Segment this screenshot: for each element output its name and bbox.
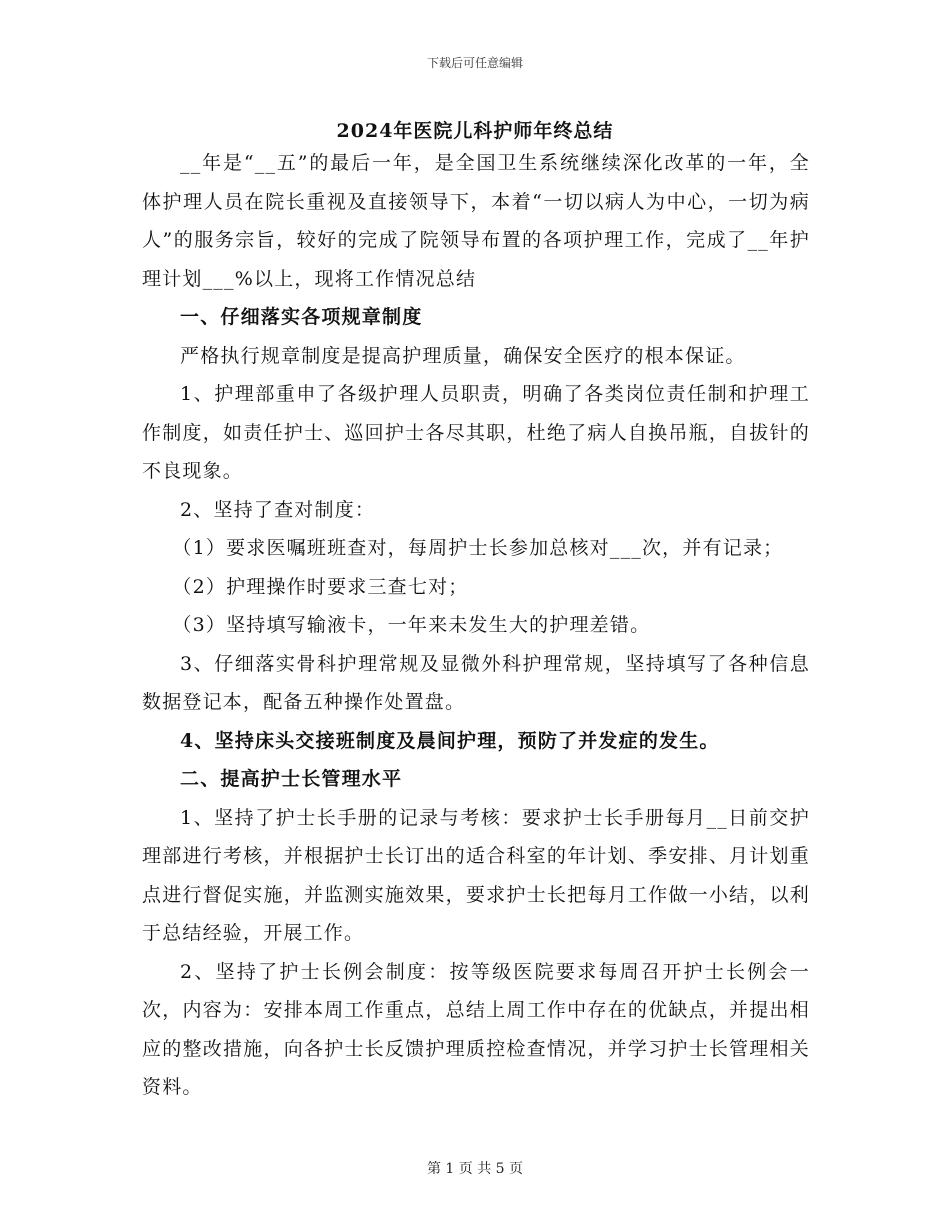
page-number-footer: 第 1 页 共 5 页 <box>426 1161 524 1177</box>
paragraph-intro: __年是“__五”的最后一年，是全国卫生系统继续深化改革的一年，全体护理人员在院长重视及直接领导下，本着“一切以病人为中心，一切为病人”的服务宗旨，较好的完成了院领导布置的各项护理工作，完成了__年护理计划___%以上，现将工作情况总结 <box>142 152 810 290</box>
paragraph-sub-item: （3）坚持填写输液卡，一年来未发生大的护理差错。 <box>172 614 651 636</box>
paragraph: 严格执行规章制度是提高护理质量，确保安全医疗的根本保证。 <box>180 344 746 367</box>
paragraph: 2、坚持了查对制度： <box>180 498 376 521</box>
page-header-note: 下载后可任意编辑 <box>426 56 523 70</box>
paragraph: 3、仔细落实骨科护理常规及显微外科护理常规，坚持填写了各种信息数据登记本，配备五种操作处置盘。 <box>142 652 810 713</box>
paragraph-bold: 4、坚持床头交接班制度及晨间护理，预防了并发症的发生。 <box>180 729 720 752</box>
paragraph: 1、坚持了护士长手册的记录与考核：要求护士长手册每月__日前交护理部进行考核，并根据护士长订出的适合科室的年计划、季安排、月计划重点进行督促实施，并监测实施效果，要求护士长把每月工作做一小结，以利于总结经验，开展工作。 <box>142 806 810 944</box>
paragraph-sub-item: （1）要求医嘱班班查对，每周护士长参加总核对___次，并有记录； <box>172 537 784 559</box>
document-title: 2024年医院儿科护师年终总结 <box>336 120 614 142</box>
document-body <box>142 144 810 1107</box>
paragraph: 2、坚持了护士长例会制度：按等级医院要求每周召开护士长例会一次，内容为：安排本周工作重点，总结上周工作中存在的优缺点，并提出相应的整改措施，向各护士长反馈护理质控检查情况，并学习护士长管理相关资料。 <box>142 960 810 1098</box>
paragraph-sub-item: （2）护理操作时要求三查七对； <box>172 575 469 598</box>
section-heading-1: 一、仔细落实各项规章制度 <box>180 306 423 328</box>
paragraph: 1、护理部重申了各级护理人员职责，明确了各类岗位责任制和护理工作制度，如责任护士、巡回护士各尽其职，杜绝了病人自换吊瓶，自拔针的不良现象。 <box>142 383 810 482</box>
section-heading-2: 二、提高护士长管理水平 <box>180 768 403 790</box>
